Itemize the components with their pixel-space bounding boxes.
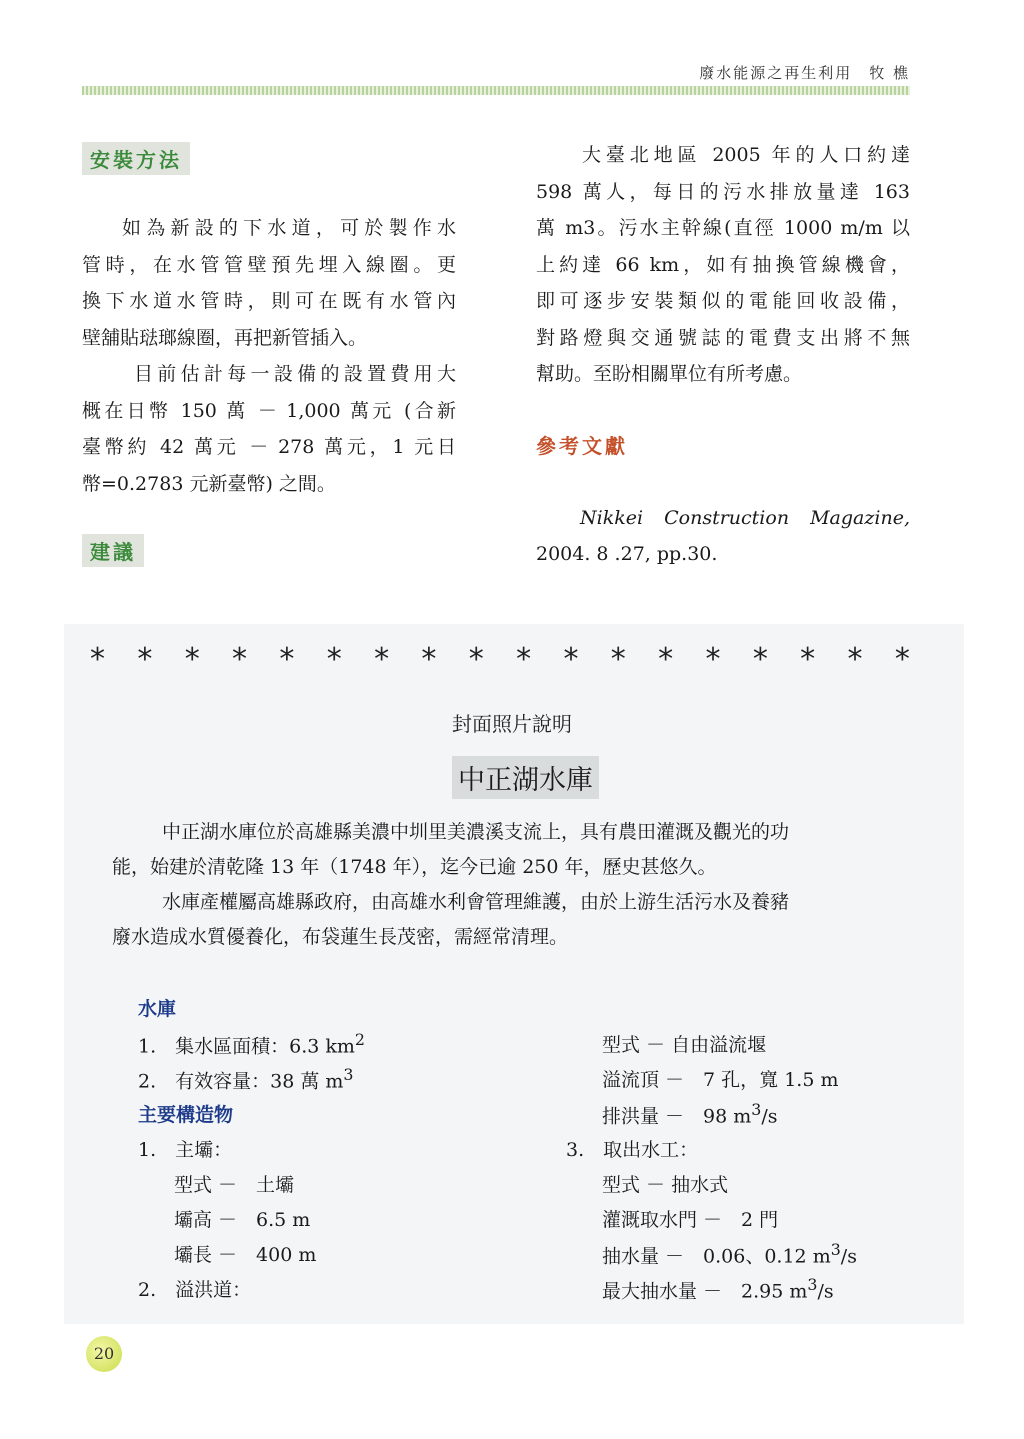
running-header: 廢水能源之再生利用 牧 樵 [699,64,910,82]
star-glyph: * [421,642,437,677]
right-paragraph [536,137,910,393]
cost-line-3: 臺幣約 42 萬元 － 278 萬元，1 元日 [82,436,456,458]
spec-spillway-crest: 溢流頂 － 7 孔，寬 1.5 m [602,1069,839,1091]
star-glyph: * [705,642,721,677]
cover-paragraph-2 [112,885,934,955]
page-number: 20 [86,1336,122,1372]
spec-intake-type: 型式 － 抽水式 [602,1174,729,1196]
right-line-7: 幫助。至盼相關單位有所考慮。 [536,363,803,385]
spec-capacity-text: 2. 有效容量：38 萬 m [138,1070,344,1093]
reference-heading: 參考文獻 [536,434,628,458]
spec-catchment [138,1030,365,1058]
star-divider [90,642,910,677]
star-glyph: * [184,642,200,677]
spec-spillway-type: 型式 － 自由溢流堰 [602,1034,767,1056]
reference-line-1: Nikkei Construction Magazine, [580,507,910,529]
spec-flood-discharge [602,1100,778,1128]
right-line-6: 對路燈與交通號誌的電費支出將不無 [536,326,910,349]
install-heading: 安裝方法 [82,142,190,175]
star-glyph: * [800,642,816,677]
spec-spillway: 2. 溢洪道： [138,1279,252,1301]
cost-line-1: 目前估計每一設備的設置費用大 [134,363,456,385]
spec-catchment-text: 1. 集水區面積：6.3 km [138,1035,355,1058]
spec-pump-volume [602,1240,857,1268]
reference-line-2: 2004. 8 .27, pp.30. [536,543,718,565]
spec-dam-height: 壩高 － 6.5 m [174,1209,311,1231]
header-rule [82,86,910,95]
spec-main-dam: 1. 主壩： [138,1139,233,1161]
star-glyph: * [326,642,342,677]
cover-p2-line-1: 水庫產權屬高雄縣政府，由高雄水利會管理維護，由於上游生活污水及養豬 [162,891,790,913]
spec-dam-type: 型式 － 土壩 [174,1174,295,1196]
star-glyph: * [563,642,579,677]
star-glyph: * [374,642,390,677]
right-line-2: 598 萬人，每日的污水排放量達 163 [536,180,910,203]
spec-flood-text: 排洪量 － 98 m [602,1105,752,1128]
star-glyph: * [90,642,105,677]
structures-heading: 主要構造物 [138,1104,234,1126]
reservoir-heading: 水庫 [138,998,177,1020]
install-line-1: 如為新設的下水道，可於製作水 [122,217,456,239]
install-line-4: 壁舖貼琺瑯線圈，再把新管插入。 [82,326,368,349]
cover-paragraph-1 [112,815,934,885]
star-glyph: * [894,642,910,677]
right-line-1: 大臺北地區 2005 年的人口約達 [582,144,910,166]
spec-capacity [138,1065,353,1093]
star-glyph: * [658,642,674,677]
spec-intake: 3. 取出水工： [566,1139,699,1161]
spec-max-pump-text: 最大抽水量 － 2.95 m [602,1280,808,1303]
install-paragraph [82,210,456,356]
star-glyph: * [610,642,626,677]
cover-photo-title: 中正湖水庫 [452,756,599,799]
cover-p1-line-1: 中正湖水庫位於高雄縣美濃中圳里美濃溪支流上，具有農田灌溉及觀光的功 [162,821,790,843]
star-glyph: * [847,642,863,677]
spec-max-pump-unit: /s [817,1280,834,1303]
cost-line-2: 概在日幣 150 萬 － 1,000 萬元 (合新 [82,399,456,422]
spec-flood-unit: /s [761,1105,778,1128]
spec-catchment-sup: 2 [354,1030,365,1049]
star-glyph: * [468,642,484,677]
spec-flood-sup: 3 [751,1100,762,1119]
spec-capacity-sup: 3 [343,1065,354,1084]
spec-dam-length: 壩長 － 400 m [174,1244,317,1266]
cost-line-4: 幣=0.2783 元新臺幣) 之間。 [82,472,336,495]
cover-p2-line-2: 廢水造成水質優養化，布袋蓮生長茂密，需經常清理。 [112,926,569,948]
cover-photo-label: 封面照片說明 [452,712,572,736]
right-line-3: 萬 m3。污水主幹線(直徑 1000 m/m 以 [536,217,910,239]
spec-max-pump-sup: 3 [807,1275,818,1294]
star-glyph: * [232,642,248,677]
spec-max-pump [602,1275,834,1303]
star-glyph: * [752,642,768,677]
spec-irrigation-gate: 灌溉取水門 － 2 門 [602,1209,779,1231]
install-line-3: 換下水道水管時，則可在既有水管內 [82,290,456,312]
star-glyph: * [137,642,153,677]
star-glyph: * [516,642,532,677]
spec-pump-sup: 3 [830,1240,841,1259]
cost-paragraph [82,356,456,502]
star-glyph: * [279,642,295,677]
reference-entry [536,500,910,572]
spec-pump-unit: /s [840,1245,857,1268]
spec-pump-text: 抽水量 － 0.06、0.12 m [602,1245,831,1268]
right-line-4: 上約達 66 km，如有抽換管線機會， [536,253,910,276]
cover-p1-line-2: 能，始建於清乾隆 13 年（1748 年），迄今已逾 250 年，歷史甚悠久。 [112,856,717,878]
install-line-2: 管時，在水管管壁預先埋入線圈。更 [82,253,456,276]
right-line-5: 即可逐步安裝類似的電能回收設備， [536,290,910,312]
suggest-heading: 建議 [82,534,144,567]
